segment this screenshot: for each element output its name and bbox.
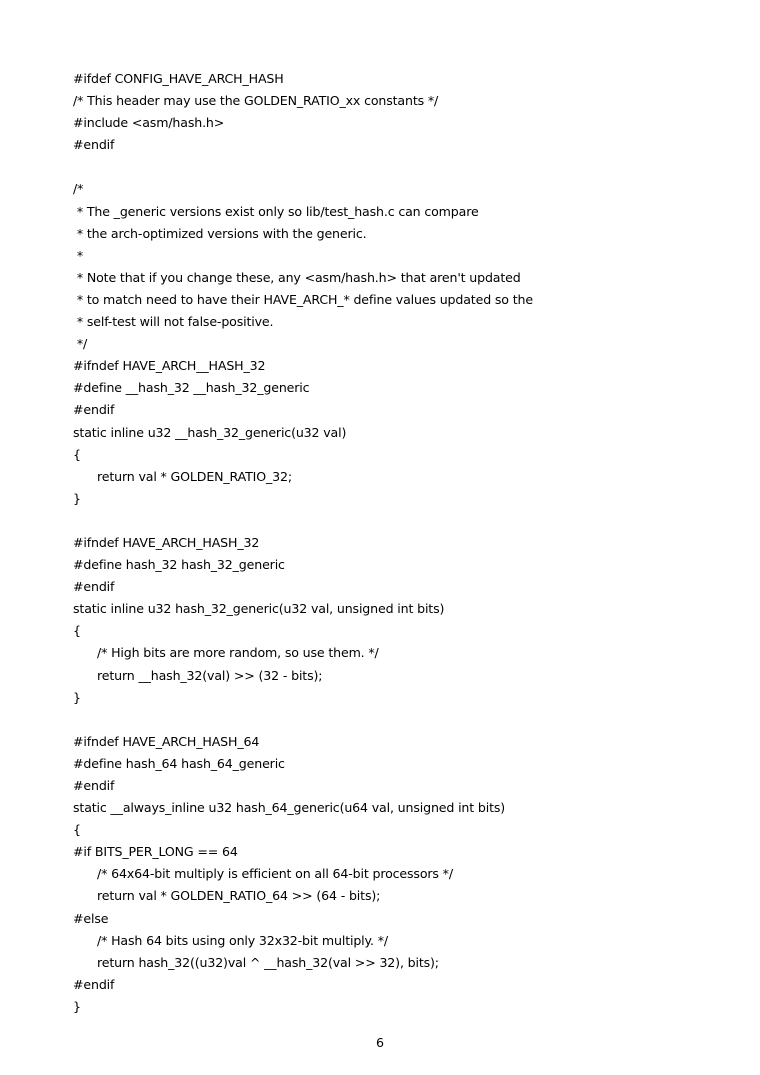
page-number: 6 <box>375 1035 384 1050</box>
code-line: /* <box>73 181 84 197</box>
code-line: #ifdef CONFIG_HAVE_ARCH_HASH <box>73 71 284 86</box>
code-listing <box>73 68 713 1018</box>
code-line: #endif <box>73 976 115 992</box>
code-line: * <box>73 247 84 263</box>
code-line: #if BITS_PER_LONG == 64 <box>73 844 238 860</box>
code-line: static inline u32 __hash_32_generic(u32 val) <box>73 424 347 440</box>
code-line: return val * GOLDEN_RATIO_32; <box>97 468 292 484</box>
code-line: */ <box>73 336 88 352</box>
code-line: #ifndef HAVE_ARCH_HASH_32 <box>73 534 260 550</box>
code-line: return val * GOLDEN_RATIO_64 >> (64 - bits); <box>97 888 381 904</box>
code-line <box>73 156 713 178</box>
code-line: /* This header may use the GOLDEN_RATIO_xx constants */ <box>73 93 439 109</box>
code-line <box>73 510 713 532</box>
code-line: { <box>73 446 81 462</box>
code-line: * Note that if you change these, any <asm/hash.h> that aren't updated <box>73 269 521 285</box>
code-line: * the arch-optimized versions with the generic. <box>73 225 367 241</box>
code-line: #define __hash_32 __hash_32_generic <box>73 380 310 396</box>
code-line: static __always_inline u32 hash_64_generic(u64 val, unsigned int bits) <box>73 800 506 816</box>
code-line: #endif <box>73 137 115 153</box>
code-line: #endif <box>73 778 115 793</box>
code-line: * to match need to have their HAVE_ARCH_* define values updated so the <box>73 291 533 307</box>
code-line: * self-test will not false-positive. <box>73 314 274 330</box>
code-line <box>73 709 713 731</box>
code-line: return __hash_32(val) >> (32 - bits); <box>97 667 323 683</box>
code-line: { <box>73 623 81 639</box>
code-line: static inline u32 hash_32_generic(u32 val, unsigned int bits) <box>73 601 445 617</box>
code-line: { <box>73 822 81 838</box>
code-line: #else <box>73 910 109 926</box>
code-line: #endif <box>73 579 115 595</box>
code-line: * The _generic versions exist only so lib/test_hash.c can compare <box>73 203 479 219</box>
code-line: /* Hash 64 bits using only 32x32-bit multiply. */ <box>97 932 388 948</box>
code-line: return hash_32((u32)val ^ __hash_32(val >> 32), bits); <box>97 954 439 970</box>
code-line: } <box>73 998 81 1014</box>
code-line: } <box>73 490 81 506</box>
code-line: #include <asm/hash.h> <box>73 115 225 131</box>
code-line: #define hash_32 hash_32_generic <box>73 557 285 573</box>
code-line: /* 64x64-bit multiply is efficient on all 64-bit processors */ <box>97 866 453 882</box>
code-line: #endif <box>73 402 115 418</box>
code-line: #ifndef HAVE_ARCH__HASH_32 <box>73 358 266 374</box>
code-line: #ifndef HAVE_ARCH_HASH_64 <box>73 733 260 749</box>
code-line: } <box>73 689 81 705</box>
code-line: #define hash_64 hash_64_generic <box>73 755 285 771</box>
code-line: /* High bits are more random, so use them. */ <box>97 645 379 661</box>
